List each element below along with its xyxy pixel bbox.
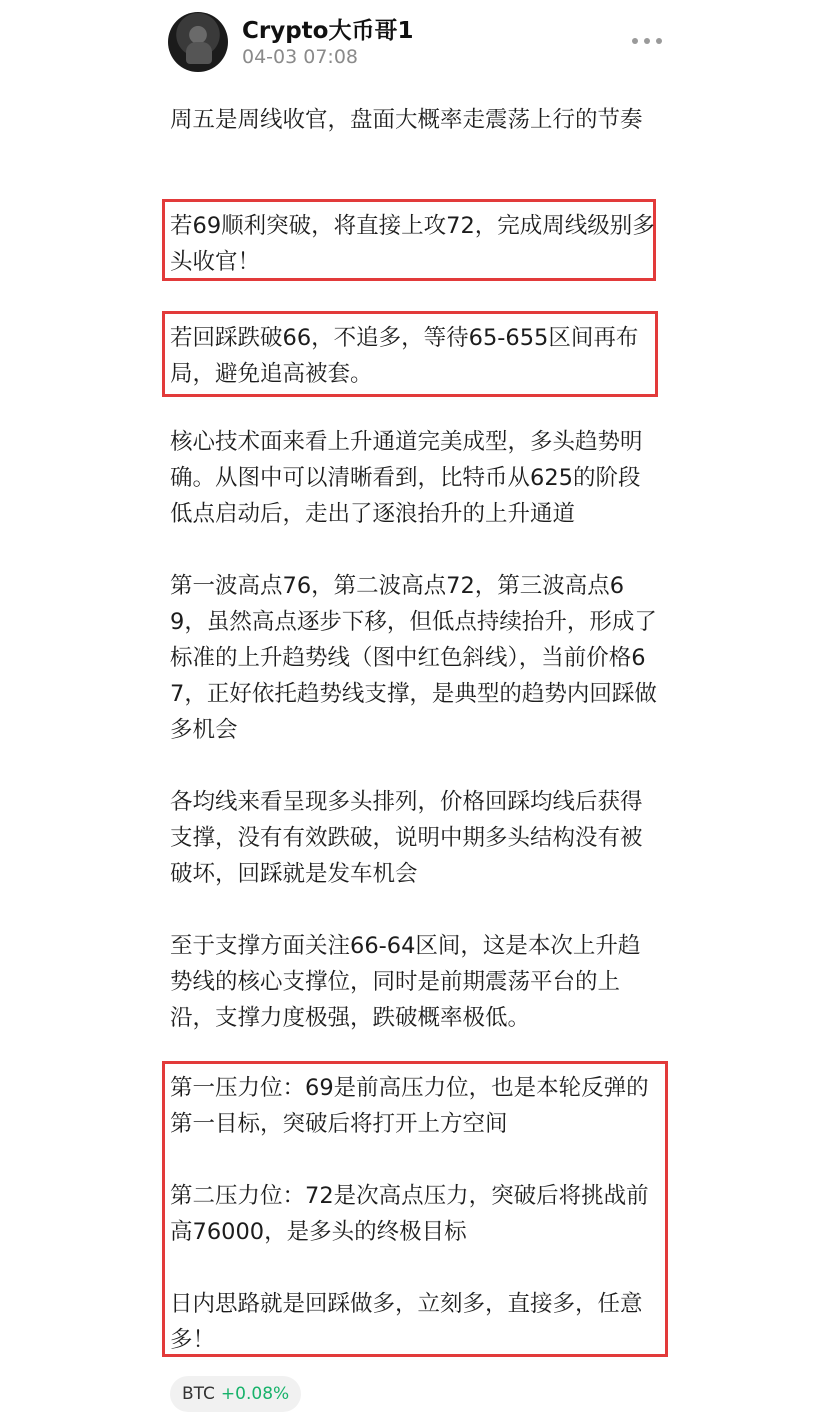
avatar[interactable]	[168, 12, 228, 72]
post-paragraph: 若回踩跌破66，不追多，等待65-655区间再布局，避免追高被套。	[170, 325, 639, 387]
post-paragraph: 核心技术面来看上升通道完美成型，多头趋势明确。从图中可以清晰看到，比特币从625的阶段低点启动后，走出了逐浪抬升的上升通道	[170, 429, 643, 527]
post-paragraph: 第二压力位：72是次高点压力，突破后将挑战前高76000，是多头的终极目标	[170, 1183, 649, 1245]
post-paragraph: 第一波高点76，第二波高点72，第三波高点69，虽然高点逐步下移，但低点持续抬升，形成了标准的上升趋势线（图中红色斜线），当前价格67，正好依托趋势线支撑，是典型的趋势内回踩做多机会	[170, 573, 657, 743]
post-paragraph: 各均线来看呈现多头排列，价格回踩均线后获得支撑，没有有效跌破，说明中期多头结构没有被破坏，回踩就是发车机会	[170, 789, 643, 887]
author-name[interactable]: Crypto大币哥1	[242, 18, 414, 44]
ticker-symbol: BTC	[182, 1384, 215, 1404]
post-paragraph: 至于支撑方面关注66-64区间，这是本次上升趋势线的核心支撑位，同时是前期震荡平台的上沿，支撑力度极强，跌破概率极低。	[170, 933, 641, 1031]
post-header	[168, 12, 668, 78]
more-options-icon[interactable]	[632, 36, 664, 46]
ticker-tag[interactable]	[170, 1376, 301, 1412]
ticker-change: +0.08%	[220, 1384, 290, 1404]
post-paragraph: 若69顺利突破，将直接上攻72，完成周线级别多头收官！	[170, 213, 655, 275]
post-paragraph: 周五是周线收官，盘面大概率走震荡上行的节奏	[170, 107, 643, 133]
post-paragraph: 第一压力位：69是前高压力位，也是本轮反弹的第一目标，突破后将打开上方空间	[170, 1075, 649, 1137]
post-paragraph: 日内思路就是回踩做多，立刻多，直接多，任意多！	[170, 1291, 643, 1353]
post-time: 04-03 07:08	[242, 46, 359, 68]
